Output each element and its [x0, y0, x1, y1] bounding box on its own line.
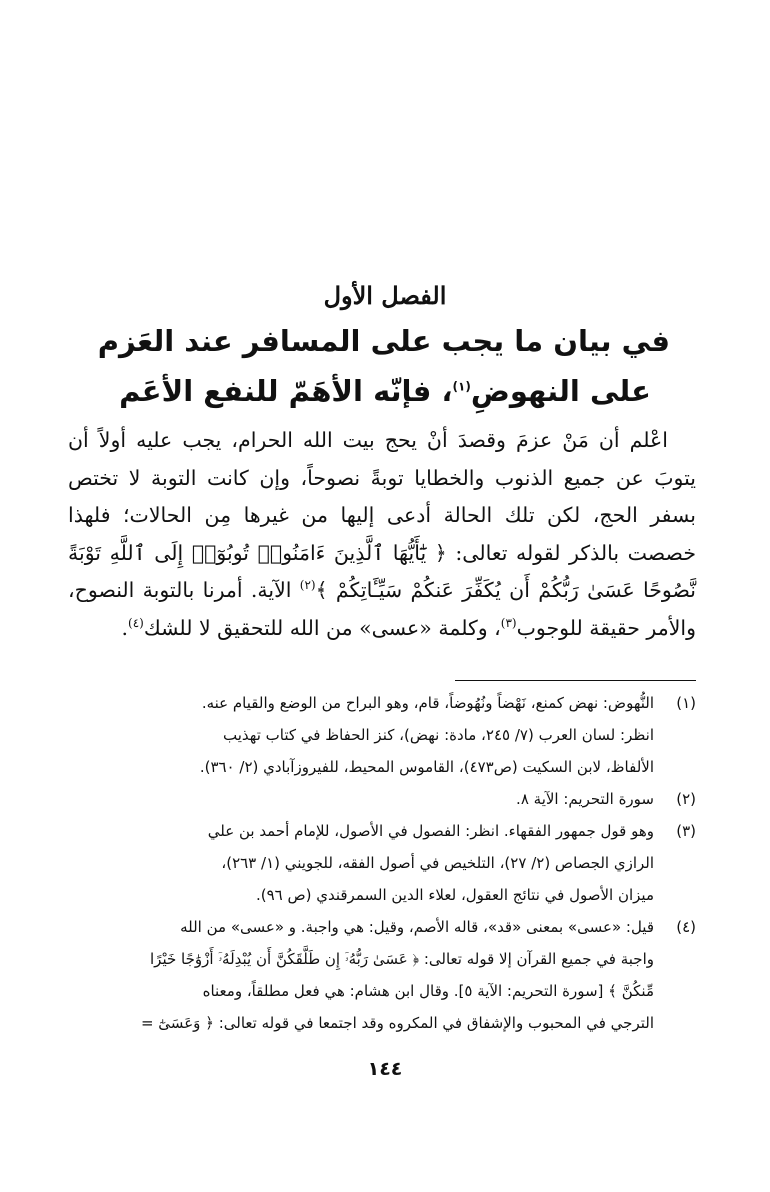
- page-number: ١٤٤: [367, 1058, 403, 1080]
- footnote-line: الترجي في المحبوب والإشفاق في المكروه وقد اجتمعا في قوله تعالى: ﴿ وَعَسَىٰٓ =: [140, 1014, 654, 1032]
- footnote-number: (٤): [676, 918, 696, 936]
- footnote-number: (١): [676, 694, 696, 712]
- footnote-line: ميزان الأصول في نتائج العقول، لعلاء الدين السمرقندي (ص ٩٦).: [255, 886, 654, 904]
- footnote-line: قيل: «عسى» بمعنى «قد»، قاله الأصم، وقيل: هي واجبة. و «عسى» من الله: [180, 918, 654, 936]
- footnote-2: [68, 783, 696, 815]
- title-text-start: على النهوضِ: [470, 374, 651, 408]
- footnotes: [68, 687, 696, 1039]
- footnote-4: [68, 911, 696, 1039]
- footnote-ref-1[interactable]: (١): [452, 379, 471, 394]
- footnote-number: (٢): [676, 790, 696, 808]
- paragraph-text-2: الآية. أمرنا بالتوبة النصوح، والأمر حقيقة للوجوب: [68, 578, 696, 640]
- footnote-number: (٣): [676, 822, 696, 840]
- footnote-line: سورة التحريم: الآية ٨.: [516, 790, 654, 808]
- paragraph-text-3: ، وكلمة «عسى» من الله للتحقيق لا للشك: [143, 615, 501, 640]
- footnote-divider: [455, 680, 696, 681]
- footnote-line: مِّنكُنَّ ﴾ [سورة التحريم: الآية ٥]. وقال ابن هشام: هي فعل مطلقاً، ومعناه: [202, 982, 654, 1000]
- footnote-ref-2[interactable]: (٢): [299, 578, 316, 593]
- paragraph-text-1: اعْلم أن مَنْ عزمَ وقصدَ أنْ يحج بيت الله الحرام، يجب عليه أولاً أن يتوبَ عن جميع الذنوب والخطايا توبةً نصوحاً، وإن كانت التوبة لا تختص بسفر الحج، لكن تلك الحالة أدعى إليها من غيرها مِن الحالات؛ فلهذا خصصت بالذكر لقوله تعالى: ﴿ يَٰٓأَيُّهَا ٱلَّذِينَ ءَامَنُوا۟ تُوبُوٓا۟ إِلَى ٱللَّهِ تَوْبَةً نَّصُوحًا عَسَىٰ رَبُّكُمْ أَن يُكَفِّرَ عَنكُمْ سَيِّـَٔاتِكُمْ ﴾: [68, 428, 697, 603]
- chapter-title-line-1: في بيان ما يجب على المسافر عند العَزم: [97, 324, 670, 358]
- footnote-ref-4[interactable]: (٤): [128, 616, 144, 631]
- footnote-line: انظر: لسان العرب (٧/ ٢٤٥، مادة: نهض)، كنز الحفاظ في كتاب تهذيب: [223, 726, 654, 744]
- footnote-line: وهو قول جمهور الفقهاء. انظر: الفصول في الأصول، للإمام أحمد بن علي: [207, 822, 654, 840]
- footnote-line: الرازي الجصاص (٢/ ٢٧)، التلخيص في أصول الفقه، للجويني (١/ ٢٦٣)،: [221, 854, 654, 872]
- footnote-line: واجبة في جميع القرآن إلا قوله تعالى: ﴿ عَسَىٰ رَبُّهُۥٓ إِن طَلَّقَكُنَّ أَن يُبْدِلَهُۥٓ أَزْوَٰجًا خَيْرًا: [150, 950, 654, 968]
- footnote-line: الألفاظ، لابن السكيت (ص٤٧٣)، القاموس المحيط، للفيروزآبادي (٢/ ٣٦٠).: [199, 758, 654, 776]
- footnote-3: [68, 815, 696, 911]
- footnote-1: [68, 687, 696, 783]
- paragraph: [68, 422, 696, 648]
- footnote-line: النُّهوض: نهض كمنع، نَهْضاً ونُهُوضاً، قام، وهو البراح من الوضع والقيام عنه.: [201, 694, 654, 712]
- footnote-ref-3[interactable]: (٣): [500, 616, 517, 631]
- main-paragraph: [68, 422, 696, 648]
- paragraph-text-4: .: [121, 615, 129, 640]
- chapter-header: [97, 276, 670, 416]
- chapter-label: الفصل الأول: [323, 281, 447, 310]
- chapter-title-line-2: [100, 366, 670, 416]
- title-text-end: ، فإنّه الأهَمّ للنفع الأعَم: [119, 374, 453, 408]
